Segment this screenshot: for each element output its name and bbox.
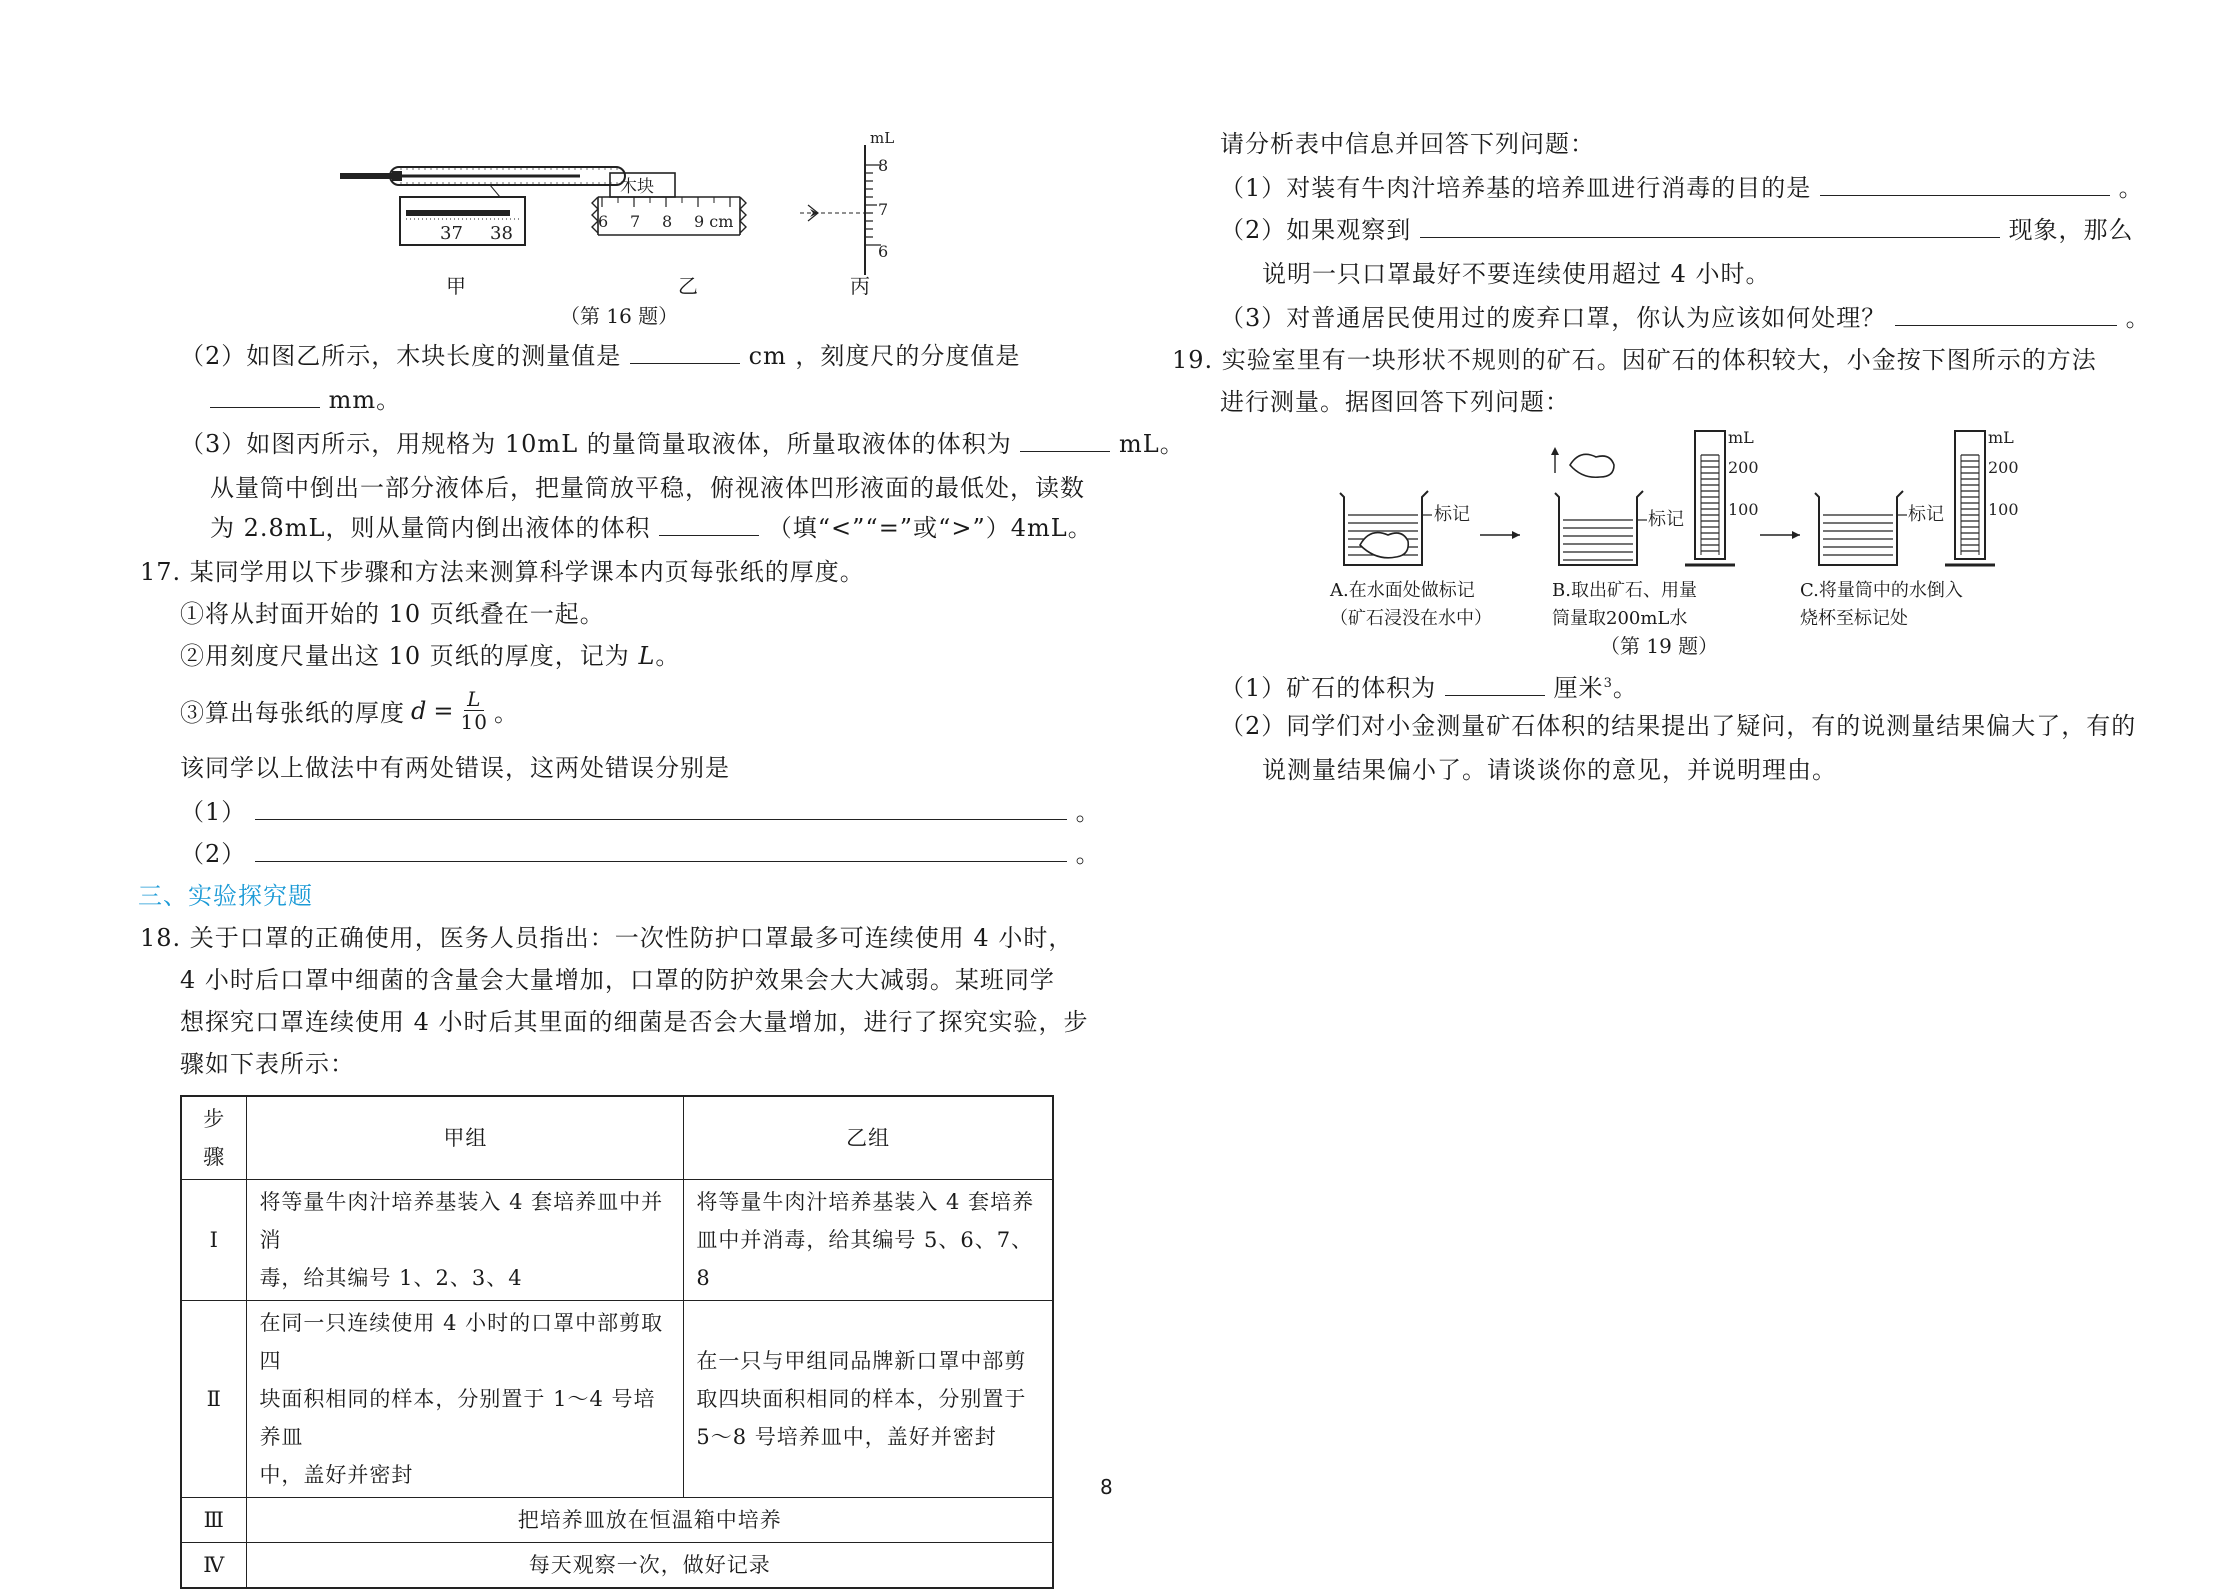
fig19-tick-200-c: 200	[1988, 458, 2019, 477]
q17-answer2-blank[interactable]	[255, 839, 1067, 862]
row2-jia-line2: 块面积相同的样本，分别置于 1～4 号培养皿	[259, 1387, 656, 1449]
beaker-b-drawing	[1551, 431, 1800, 565]
q18-answer1-blank[interactable]	[1820, 173, 2110, 196]
q17-answer1-end: 。	[1075, 798, 1101, 826]
row1-yi-line2: 皿中并消毒，给其编号 5、6、7、8	[696, 1228, 1034, 1290]
cylinder-unit: mL	[870, 129, 895, 147]
section-heading-experiment: 三、实验探究题	[138, 882, 313, 910]
q16-part2-text-b: cm ，刻度尺的分度值是	[748, 342, 1021, 370]
q17-answer2	[180, 838, 1101, 870]
beaker-a-drawing	[1340, 491, 1520, 565]
q19-answer1-sup: 3	[1603, 676, 1613, 691]
q19-line2: 进行测量。据图回答下列问题：	[1220, 388, 1570, 416]
fig19-mark-b: 标记	[1648, 509, 1684, 530]
table-row	[181, 1543, 1053, 1589]
ruler-block-label: 木块	[620, 177, 654, 197]
fig19-caption-a1: A.在水面处做标记	[1330, 580, 1475, 601]
row2-yi-line1: 在一只与甲组同品牌新口罩中部剪	[696, 1349, 1027, 1373]
q17-step1: ①将从封面开始的 10 页纸叠在一起。	[180, 600, 605, 628]
q18-steps-table	[180, 1095, 1054, 1589]
q19-answer1-text-b: 厘米	[1553, 674, 1604, 702]
q18-answer3-text: （3）对普通居民使用过的废弃口罩，你认为应该如何处理？	[1220, 304, 1887, 332]
table-header-row	[181, 1096, 1053, 1180]
q19-answer1-text-a: （1）矿石的体积为	[1220, 674, 1437, 702]
q17-step3-d: d	[411, 696, 428, 725]
q17-fraction	[460, 688, 487, 733]
fig19-caption-c1: C.将量筒中的水倒入	[1800, 580, 1963, 601]
row1-jia	[247, 1180, 684, 1301]
q16-part2-text-a: （2）如图乙所示，木块长度的测量值是	[180, 342, 622, 370]
thermometer-drawing	[340, 167, 625, 245]
q17-fraction-den: 10	[460, 710, 488, 734]
q18-line1: 18. 关于口罩的正确使用，医务人员指出：一次性防护口罩最多可连续使用 4 小时，	[140, 924, 1074, 952]
cylinder-drawing	[800, 145, 881, 275]
q18-line2: 4 小时后口罩中细菌的含量会大量增加，口罩的防护效果会大大减弱。某班同学	[180, 966, 1055, 994]
q17-answer1	[180, 796, 1101, 828]
q16-part3-text-e: （填“<”“=”或“>”）4mL。	[767, 514, 1093, 542]
table-row	[181, 1180, 1053, 1301]
q16-part3-line2: 从量筒中倒出一部分液体后，把量筒放平稳，俯视液体凹形液面的最低处，读数	[210, 474, 1085, 502]
row2-yi-line3: 5～8 号培养皿中，盖好并密封	[696, 1425, 997, 1449]
q17-step2	[180, 640, 680, 672]
q18-answer1-text: （1）对装有牛肉汁培养基的培养皿进行消毒的目的是	[1220, 174, 1812, 202]
q16-division-blank[interactable]	[210, 385, 320, 408]
q16-part2-line1	[180, 340, 1020, 372]
q17-step3-eq: =	[433, 696, 455, 725]
q16-part2-line2	[210, 384, 401, 416]
row1-step: Ⅰ	[181, 1180, 247, 1301]
q17-answer1-label: （1）	[180, 798, 247, 826]
thermo-reading-38: 38	[490, 223, 513, 244]
fig19-caption-b1: B.取出矿石、用量	[1552, 580, 1697, 601]
q17-question: 该同学以上做法中有两处错误，这两处错误分别是	[180, 754, 730, 782]
table-row	[181, 1301, 1053, 1498]
q17-stem: 17. 某同学用以下步骤和方法来测算科学课本内页每张纸的厚度。	[140, 558, 865, 586]
row2-yi	[684, 1301, 1053, 1498]
q16-part3-line3	[210, 512, 1093, 544]
q19-answer1	[1220, 668, 1638, 704]
fig19-caption: （第 19 题）	[1600, 634, 1719, 658]
row2-jia	[247, 1301, 684, 1498]
cylinder-tick-8: 8	[878, 156, 889, 175]
q16-part3-text-a: （3）如图丙所示，用规格为 10mL 的量筒量取液体，所量取液体的体积为	[180, 430, 1012, 458]
q18-line3: 想探究口罩连续使用 4 小时后其里面的细菌是否会大量增加，进行了探究实验，步	[180, 1008, 1089, 1036]
row1-jia-line1: 将等量牛肉汁培养基装入 4 套培养皿中并消	[259, 1190, 664, 1252]
fig19-mark-a: 标记	[1434, 504, 1470, 525]
q16-compare-blank[interactable]	[659, 513, 759, 536]
q18-answer1	[1220, 172, 2144, 204]
q18-answer3-blank[interactable]	[1895, 303, 2117, 326]
q16-part3-text-b: mL。	[1119, 430, 1185, 458]
ruler-tick-6: 6	[598, 212, 609, 231]
row3-text: 把培养皿放在恒温箱中培养	[247, 1498, 1053, 1543]
header-group-yi: 乙组	[684, 1096, 1053, 1180]
q17-step2-end: 。	[655, 642, 681, 670]
q18-answer2-line2: 说明一只口罩最好不要连续使用超过 4 小时。	[1262, 260, 1771, 288]
page-number: 8	[1100, 1475, 1113, 1499]
q16-part3-text-d: 为 2.8mL，则从量筒内倒出液体的体积	[210, 514, 651, 542]
fig16-label-yi: 乙	[678, 274, 698, 298]
q18-answer2-blank[interactable]	[1420, 215, 2000, 238]
q18-ask: 请分析表中信息并回答下列问题：	[1220, 130, 1595, 158]
fig16-label-bing: 丙	[850, 274, 870, 298]
q19-answer2-line2: 说测量结果偏小了。请谈谈你的意见，并说明理由。	[1262, 756, 1837, 784]
fig16-caption: （第 16 题）	[560, 304, 679, 328]
fig19-caption-b2: 筒量取200mL水	[1552, 608, 1688, 629]
q18-answer3	[1220, 302, 2151, 334]
fig19-caption-c2: 烧杯至标记处	[1800, 608, 1908, 629]
q17-step3-end: 。	[493, 699, 519, 727]
fig19-mark-c: 标记	[1908, 504, 1944, 525]
row1-yi	[684, 1180, 1053, 1301]
q19-answer1-end: 。	[1612, 674, 1638, 702]
table-row	[181, 1498, 1053, 1543]
header-step: 步骤	[181, 1096, 247, 1180]
q17-answer1-blank[interactable]	[255, 797, 1067, 820]
row2-jia-line1: 在同一只连续使用 4 小时的口罩中部剪取四	[259, 1311, 664, 1373]
q16-length-blank[interactable]	[630, 341, 740, 364]
q16-part3-line1	[180, 428, 1185, 460]
row4-step: Ⅳ	[181, 1543, 247, 1589]
row1-yi-line1: 将等量牛肉汁培养基装入 4 套培养	[696, 1190, 1035, 1214]
fig19-unit-b: mL	[1728, 428, 1754, 447]
q17-step2-text: ②用刻度尺量出这 10 页纸的厚度，记为	[180, 642, 630, 670]
row4-text: 每天观察一次，做好记录	[247, 1543, 1053, 1589]
row1-jia-line2: 毒，给其编号 1、2、3、4	[259, 1266, 523, 1290]
row2-jia-line3: 中，盖好并密封	[259, 1463, 414, 1487]
q17-answer2-end: 。	[1075, 840, 1101, 868]
q17-step3-text: ③算出每张纸的厚度	[180, 699, 405, 727]
fig19-tick-100-c: 100	[1988, 500, 2019, 519]
fig19-tick-100-b: 100	[1728, 500, 1759, 519]
beaker-c-drawing	[1815, 431, 1995, 565]
q18-answer1-end: 。	[2118, 174, 2144, 202]
q16-volume-blank[interactable]	[1020, 429, 1110, 452]
row3-step: Ⅲ	[181, 1498, 247, 1543]
fig16-label-jia: 甲	[446, 274, 466, 298]
q19-volume-blank[interactable]	[1445, 673, 1545, 696]
header-group-jia: 甲组	[247, 1096, 684, 1180]
q18-answer2	[1220, 214, 2134, 246]
q17-fraction-num: L	[464, 688, 484, 711]
thermo-reading-37: 37	[440, 223, 463, 244]
fig19-caption-a2: （矿石浸没在水中）	[1330, 608, 1492, 629]
q17-step3	[180, 688, 519, 733]
cylinder-tick-6: 6	[878, 242, 889, 261]
q18-answer2-text-b: 现象，那么	[2008, 216, 2134, 244]
q19-answer2-line1: （2）同学们对小金测量矿石体积的结果提出了疑问，有的说测量结果偏大了，有的	[1220, 712, 2137, 740]
q18-answer3-end: 。	[2125, 304, 2151, 332]
q17-step2-var: L	[638, 642, 656, 670]
cylinder-tick-7: 7	[878, 200, 889, 219]
fig19-tick-200-b: 200	[1728, 458, 1759, 477]
fig19-unit-c: mL	[1988, 428, 2014, 447]
ruler-tick-7: 7	[630, 212, 641, 231]
q19-line1: 19. 实验室里有一块形状不规则的矿石。因矿石的体积较大，小金按下图所示的方法	[1172, 346, 2097, 374]
row2-step: Ⅱ	[181, 1301, 247, 1498]
q18-answer2-text-a: （2）如果观察到	[1220, 216, 1412, 244]
q19-figure	[1330, 425, 2090, 575]
ruler-tick-8: 8	[662, 212, 673, 231]
q17-answer2-label: （2）	[180, 840, 247, 868]
row2-yi-line2: 取四块面积相同的样本，分别置于	[696, 1387, 1027, 1411]
q18-line4: 骤如下表所示：	[180, 1050, 355, 1078]
q16-part2-text-c: mm。	[328, 386, 402, 414]
ruler-tick-9cm: 9 cm	[694, 212, 734, 231]
